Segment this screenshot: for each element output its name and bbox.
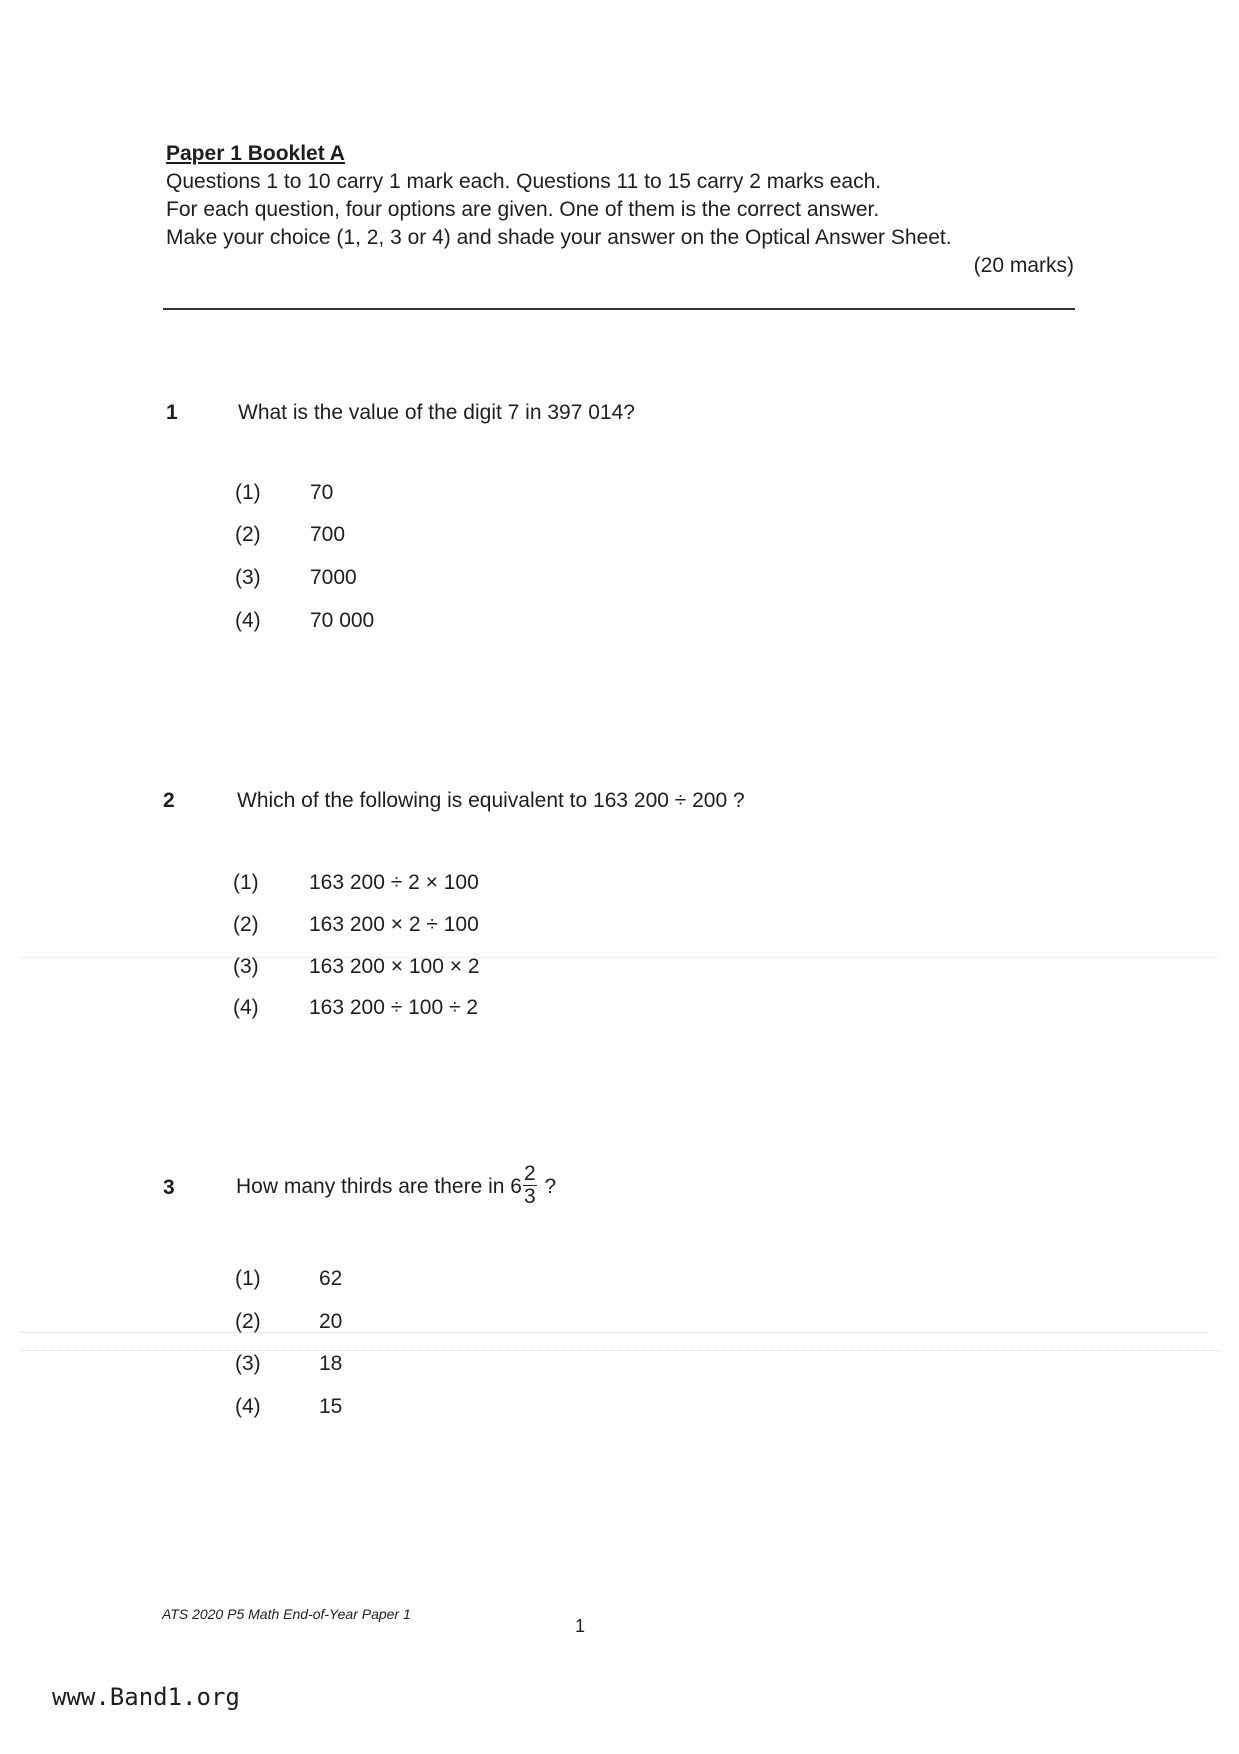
question-1-option-4-label: (4) [235, 609, 261, 632]
instruction-line-2: For each question, four options are given. One of them is the correct answer. [166, 198, 880, 221]
question-2-option-4-label: (4) [233, 996, 259, 1019]
question-2-text: Which of the following is equivalent to 163 200 ÷ 200 ? [237, 789, 745, 812]
question-1-option-3-value: 7000 [310, 566, 357, 589]
header-divider [163, 308, 1075, 310]
question-3-option-3-value: 18 [319, 1352, 343, 1375]
scan-noise-line [20, 1332, 1210, 1334]
question-1-option-4-value: 70 000 [310, 609, 375, 632]
instructions-header [166, 140, 1074, 280]
question-3-number: 3 [163, 1176, 175, 1199]
question-3-option-4-value: 15 [319, 1395, 343, 1418]
question-2-option-2-value: 163 200 × 2 ÷ 100 [309, 913, 479, 936]
question-1-option-2-label: (2) [235, 523, 261, 546]
question-1-text: What is the value of the digit 7 in 397 014? [238, 401, 635, 424]
booklet-title: Paper 1 Booklet A [166, 142, 345, 165]
question-3-text-after: ? [538, 1175, 557, 1198]
total-marks: (20 marks) [973, 254, 1074, 277]
question-2-number: 2 [163, 789, 175, 812]
scan-noise-line [20, 1350, 1220, 1352]
question-1-option-3-label: (3) [235, 566, 261, 589]
question-3-option-2-value: 20 [319, 1310, 343, 1333]
question-2-option-1-label: (1) [233, 871, 259, 894]
instruction-line-3: Make your choice (1, 2, 3 or 4) and shade your answer on the Optical Answer Sheet. [166, 226, 952, 249]
question-3-option-3-label: (3) [235, 1352, 261, 1375]
question-1-number: 1 [166, 401, 178, 424]
instruction-line-1: Questions 1 to 10 carry 1 mark each. Questions 11 to 15 carry 2 marks each. [166, 170, 882, 193]
mixed-number-fraction [523, 1163, 537, 1208]
question-3-option-2-label: (2) [235, 1310, 261, 1333]
scan-noise-line [20, 957, 1220, 959]
page-number: 1 [575, 1616, 586, 1636]
fraction-numerator: 2 [523, 1161, 536, 1185]
question-1-option-1-label: (1) [235, 481, 261, 504]
question-3-text [236, 1163, 556, 1211]
question-3-option-1-label: (1) [235, 1267, 261, 1290]
question-1-option-2-value: 700 [310, 523, 346, 546]
question-2-option-4-value: 163 200 ÷ 100 ÷ 2 [309, 996, 479, 1019]
question-2-option-1-value: 163 200 ÷ 2 × 100 [309, 871, 479, 894]
question-1-option-1-value: 70 [310, 481, 334, 504]
fraction-denominator: 3 [523, 1184, 536, 1208]
question-2-option-3-label: (3) [233, 955, 259, 978]
question-2-option-2-label: (2) [233, 913, 259, 936]
question-3-text-before: How many thirds are there in 6 [236, 1175, 522, 1198]
footer-source: ATS 2020 P5 Math End-of-Year Paper 1 [162, 1606, 411, 1622]
question-2-option-3-value: 163 200 × 100 × 2 [309, 955, 480, 978]
watermark-text: www.Band1.org [52, 1683, 240, 1711]
question-3-option-4-label: (4) [235, 1395, 261, 1418]
question-3-option-1-value: 62 [319, 1267, 343, 1290]
